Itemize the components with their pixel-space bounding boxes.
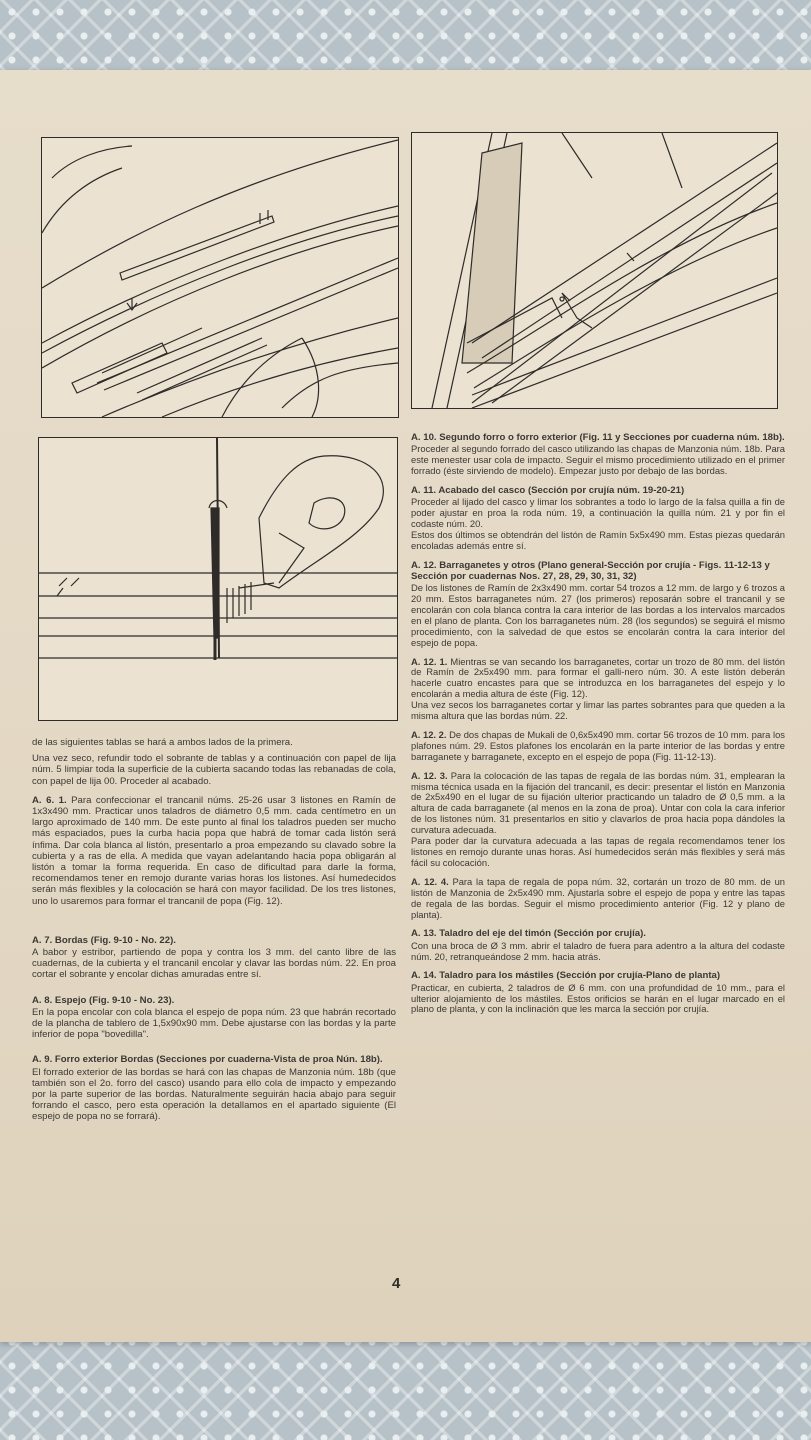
left-sanding-paragraph: Una vez seco, refundir todo el sobrante de tablas y a continuación con papel de lija núm. 5 limpiar toda la superficie de la cubierta sacando todas las rebanadas de cola, con papel de lija 00. Proceder al acabado.: [32, 753, 396, 787]
section-a11-body: Proceder al lijado del casco y limar los sobrantes a todo lo largo de la falsa quilla a fin de poder ajustar en proa la roda núm. 19, a continuación la quilla núm. 21 y por fin el codaste núm. 20.: [411, 496, 785, 529]
section-a13: [411, 928, 785, 962]
section-a12-1-body2: Una vez secos los barraganetes cortar y limar las partes sobrantes para que queden a la misma altura que las bordas núm. 22.: [411, 699, 785, 722]
section-a7-title: A. 7. Bordas (Fig. 9-10 - No. 22).: [32, 934, 176, 946]
pliers-and-nails-icon: [39, 438, 397, 720]
section-a8-title: A. 8. Espejo (Fig. 9-10 - No. 23).: [32, 994, 175, 1006]
section-a9-title: A. 9. Forro exterior Bordas (Secciones por cuaderna-Vista de proa Nún. 18b).: [32, 1054, 383, 1066]
section-a12-4-body: Para la tapa de regala de popa núm. 32, cortarán un trozo de 80 mm. de un listón de Manzonia de 2x5x490 mm. Ajustarla sobre el espejo de popa y entre las tapas de regala de las bordas. Seguir el mismo procedimiento anterior (Fig. 12 y plano de planta).: [411, 875, 785, 920]
section-a8: [32, 995, 396, 1041]
section-a12-3-tag: A. 12. 3.: [411, 769, 448, 781]
section-a12-3-body2: Para poder dar la curvatura adecuada a las tapas de regala recomendamos tener los listones en remojo durante unas horas. Así humedecidos serán más flexibles y será más fácil su colocación.: [411, 835, 785, 868]
section-a13-title: A. 13. Taladro del eje del timón (Sección por crujía).: [411, 928, 646, 940]
hull-planking-strip-icon: [42, 138, 398, 417]
section-a12-title: A. 12. Barraganetes y otros (Plano general-Sección por crujía - Figs. 11-12-13 y Sección por cuadernas Nos. 27, 28, 29, 30, 31, 32): [411, 559, 770, 582]
section-a14: [411, 970, 785, 1015]
section-a12-2-body: De dos chapas de Mukali de 0,6x5x490 mm. cortar 56 trozos de 10 mm. para los plafones núm. 29. Estos plafones los encolarán en la parte interior de las bordas y entre barraganete y barraganete, excepto en el espejo de popa (Fig. 11-12-13).: [411, 728, 785, 762]
left-column: [32, 737, 396, 1128]
keel-stem-assembly-icon: [412, 133, 777, 408]
section-a11-body2: Estos dos últimos se obtendrán del listón de Ramín 5x5x490 mm. Estas piezas quedarán encoladas además entre sí.: [411, 528, 785, 551]
section-a6-body: Para confeccionar el trancanil núms. 25-26 usar 3 listones en Ramín de 1x3x490 mm. Practicar unos taladros de diámetro 0,5 mm. cada centímetro en un largo aproximado de 140 mm. De este punto al final los taladros pueden ser mucho más espaciados, pues la curba hacia popa que habrá de tomar cada listón será ínfima. Dar cola blanca al listón, presentarlo a proa empezando su clavado sobre la cubierta y a ras de ella. A medida que vayan adelantando hacia popa obligarán al listón a tomar la forma requerida. En caso de dificultad para darle la forma, recomendamos tener en remojo durante varias horas los listones. Así humedecidos serán más flexibles y la colocación se hará con mayor facilidad. De los tres listones, uno lo usaremos para formar el trancanil de popa (Fig. 12).: [32, 794, 396, 907]
right-column: [411, 432, 785, 1020]
page-number: 4: [392, 1275, 401, 1292]
section-a12-1-tag: A. 12. 1.: [411, 655, 448, 667]
section-a10-body: Proceder al segundo forrado del casco utilizando las chapas de Manzonia núm. 18b. Para este menester usar cola de impacto. Seguir el mismo procedimiento utilizado en el primer forrado (éste sirviendo de modelo). Empezar justo por debajo de las bordas.: [411, 443, 785, 477]
section-a10-title: A. 10. Segundo forro o forro exterior (Fig. 11 y Secciones por cuaderna núm. 18b).: [411, 432, 785, 443]
section-a7: [32, 935, 396, 981]
section-a7-body: A babor y estribor, partiendo de popa y contra los 3 mm. del canto libre de las cuadernas, de la cubierta y el trancanil encolar y clavar las bordas núm. 22. En proa cortar el sobrante y encolar dichas amuradas entre sí.: [32, 947, 396, 981]
section-a11: [411, 485, 785, 552]
section-a14-title: A. 14. Taladro para los mástiles (Sección por crujía-Plano de planta): [411, 970, 721, 982]
tablecloth-bottom: [0, 1330, 811, 1440]
section-a8-body: En la popa encolar con cola blanca el espejo de popa núm. 23 que habrán recortado de la plancha de tablero de 1,5x90x90 mm. Debe ajustarse con las bordas y la parte inferior de popa "bovedilla".: [32, 1006, 396, 1041]
section-a12-1: [411, 657, 785, 722]
section-a12: [411, 560, 785, 649]
section-a10: [411, 432, 785, 477]
section-a12-3-body: Para la colocación de las tapas de regala de las bordas núm. 31, emplearan la misma técnica usada en la fijación del trancanil, es decir: presentar el listón en Manzonia de 2x5x490 en el lugar de su fijación ulterior practicando un taladro de Ø 0,5 mm. a la altura de cada barraganete (al menos en la zona de proa). Untar con cola la cara inferior de los listones núm. 31 presentarlos en sitio y clavarlos de proa hacia popa dándoles la curvatura adecuada.: [411, 769, 786, 836]
figure-pliers-nails: [38, 437, 398, 721]
section-a6-tag: A. 6. 1.: [32, 794, 67, 806]
section-a12-3: [411, 771, 785, 869]
section-a13-body: Con una broca de Ø 3 mm. abrir el taladro de fuera para adentro a la altura del codaste núm. 20, retranqueándose 2 mm. hacia atrás.: [411, 939, 785, 962]
section-a12-body: De los listones de Ramín de 2x3x490 mm. cortar 54 trozos a 12 mm. de largo y 6 trozos a 20 mm. Estos barraganetes núm. 27 (los primeros) reposarán sobre el trancanil y se encolarán con cola blanca contra la cara interior de las bordas a los intervalos marcados en el plano de planta. Con los barraganetes núm. 28 (los segundos) se seguirá el mismo procedimiento, con la salvedad de que estos se encolarán contra la cara interior del espejo de popa.: [411, 582, 785, 648]
section-a9: [32, 1054, 396, 1122]
section-a12-2-tag: A. 12. 2.: [411, 728, 447, 740]
figure-hull-planking: [41, 137, 399, 418]
section-a12-2: [411, 730, 785, 763]
section-a12-4: [411, 877, 785, 921]
section-a6: [32, 795, 396, 907]
section-a9-body: El forrado exterior de las bordas se hará con las chapas de Manzonia núm. 18b (que también son el 2o. forro del casco) usando para ello cola de impacto y empezando por la parte superior de las bordas. Naturalmente seguirán hacia abajo para seguir forrando el casco, pero esta operación la detallamos en el apartado siguiente (El espejo de popa no se forrará).: [32, 1066, 396, 1123]
section-a12-1-body: Mientras se van secando los barraganetes, cortar un trozo de 80 mm. del listón de Ramín de 2x5x490 mm. para formar el galli-nero núm. 30. A este listón deberán hacerle cuatro encastes para que se introduzca en los barraganetes del espejo y lo encolarán a media altura de éste (Fig. 12).: [411, 655, 785, 700]
section-a12-4-tag: A. 12. 4.: [411, 875, 449, 887]
section-a11-title: A. 11. Acabado del casco (Sección por crujía núm. 19-20-21): [411, 484, 685, 496]
left-intro-paragraph: de las siguientes tablas se hará a ambos lados de la primera.: [32, 737, 293, 748]
figure-keel-assembly: [411, 132, 778, 409]
section-a14-body: Practicar, en cubierta, 2 taladros de Ø 6 mm. con una profundidad de 10 mm., para el ulterior alojamiento de los mástiles. Estos orificios se harán en el lugar marcado en el plano de planta, y con la inclinación que les marca la sección por crujía.: [411, 981, 785, 1015]
